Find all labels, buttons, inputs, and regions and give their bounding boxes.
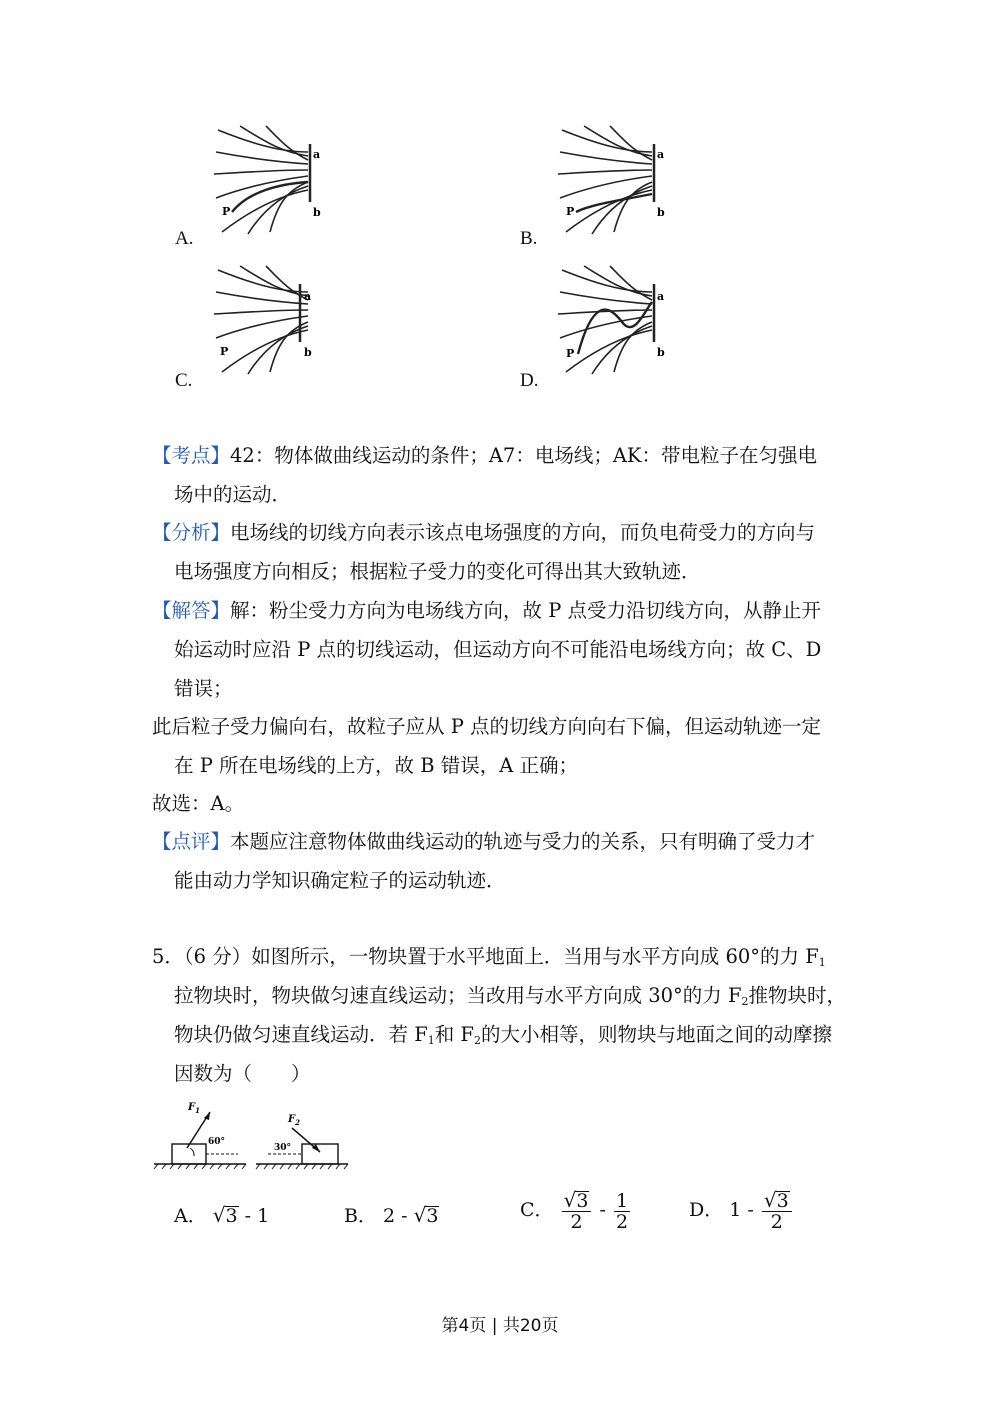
label-b: b (304, 346, 312, 359)
label-p: P (220, 345, 229, 358)
option-c-label[interactable]: C. (175, 370, 193, 391)
fenxi-line1: 【分析】电场线的切线方向表示该点电场强度的方向，而负电荷受力的方向与 (152, 521, 816, 544)
label-a: a (657, 290, 665, 303)
question5-line3: 物块仍做匀速直线运动．若 F1和 F2的大小相等，则物块与地面之间的动摩擦 (174, 1023, 832, 1047)
dianping-tag: 【点评】 (152, 830, 231, 853)
sqrt-icon: √ (413, 1203, 427, 1227)
field-figure-d (552, 262, 672, 382)
sqrt-icon: √ (763, 1188, 777, 1212)
jieda-line3: 错误； (174, 677, 233, 700)
fenxi-tag: 【分析】 (152, 521, 231, 544)
jieda-line2: 始运动时应沿 P 点的切线运动，但运动方向不可能沿电场线方向；故 C、D (174, 638, 822, 661)
sqrt-icon: √ (563, 1188, 577, 1212)
question5-line2: 拉物块时，物块做匀速直线运动；当改用与水平方向成 30°的力 F2推物块时， (174, 984, 847, 1008)
f1-label: $F_1$ (188, 1102, 200, 1115)
choice-a[interactable]: A． √3 - 1 (174, 1203, 270, 1227)
label-p: P (566, 347, 575, 360)
angle-60-label: 60° (208, 1137, 226, 1147)
f2-label: $F_2$ (288, 1114, 300, 1127)
field-figure-b (552, 122, 672, 242)
label-p: P (222, 205, 231, 218)
label-a: a (657, 148, 665, 161)
dianping-line1: 【点评】本题应注意物体做曲线运动的轨迹与受力的关系，只有明确了受力才 (152, 830, 816, 853)
label-a: a (313, 148, 321, 161)
fenxi-line2: 电场强度方向相反；根据粒子受力的变化可得出其大致轨迹． (174, 560, 701, 583)
block-figure-f2 (254, 1098, 350, 1170)
sqrt-icon: √ (212, 1203, 226, 1227)
choice-d[interactable]: D． 1 - $\frac{√3}{2}$ (689, 1190, 794, 1232)
jieda-line4: 此后粒子受力偏向右，故粒子应从 P 点的切线方向向右下偏，但运动轨迹一定 (152, 715, 822, 738)
label-b: b (657, 206, 665, 219)
label-a: a (304, 290, 312, 303)
kaodian-tag: 【考点】 (152, 444, 231, 467)
choice-b[interactable]: B． 2 - √3 (344, 1203, 439, 1227)
field-figure-c (208, 262, 328, 382)
jieda-tag: 【解答】 (152, 599, 231, 622)
label-b: b (313, 206, 321, 219)
option-a-label[interactable]: A. (175, 228, 194, 249)
label-b: b (657, 346, 665, 359)
fraction: $\frac{√3}{2}$ (562, 1190, 592, 1232)
jieda-line1: 【解答】解：粉尘受力方向为电场线方向，故 P 点受力沿切线方向，从静止开 (152, 599, 822, 622)
choice-c[interactable]: C． $\frac{√3}{2}$ - $\frac{1}{2}$ (520, 1188, 629, 1233)
question5-line4: 因数为（ ） (174, 1062, 311, 1085)
angle-30-label: 30° (274, 1143, 292, 1153)
kaodian-line1: 【考点】42：物体做曲线运动的条件；A7：电场线；AK：带电粒子在匀强电 (152, 444, 817, 467)
jieda-line6: 故选：A。 (152, 792, 245, 815)
fraction: $\frac{√3}{2}$ (762, 1190, 792, 1232)
option-b-label[interactable]: B. (520, 228, 538, 249)
fraction: $\frac{1}{2}$ (615, 1189, 629, 1233)
option-d-label[interactable]: D. (520, 370, 539, 391)
label-p: P (566, 205, 575, 218)
jieda-line5: 在 P 所在电场线的上方，故 B 错误，A 正确； (174, 754, 579, 777)
block-figure-f1 (152, 1098, 248, 1170)
dianping-line2: 能由动力学知识确定粒子的运动轨迹． (174, 869, 506, 892)
page-footer: 第4页 | 共20页 (441, 1316, 559, 1336)
question5-line1: 5．（6 分）如图所示，一物块置于水平地面上．当用与水平方向成 60°的力 F1 (152, 945, 826, 969)
field-figure-a (208, 122, 328, 242)
kaodian-line2: 场中的运动． (174, 483, 292, 506)
